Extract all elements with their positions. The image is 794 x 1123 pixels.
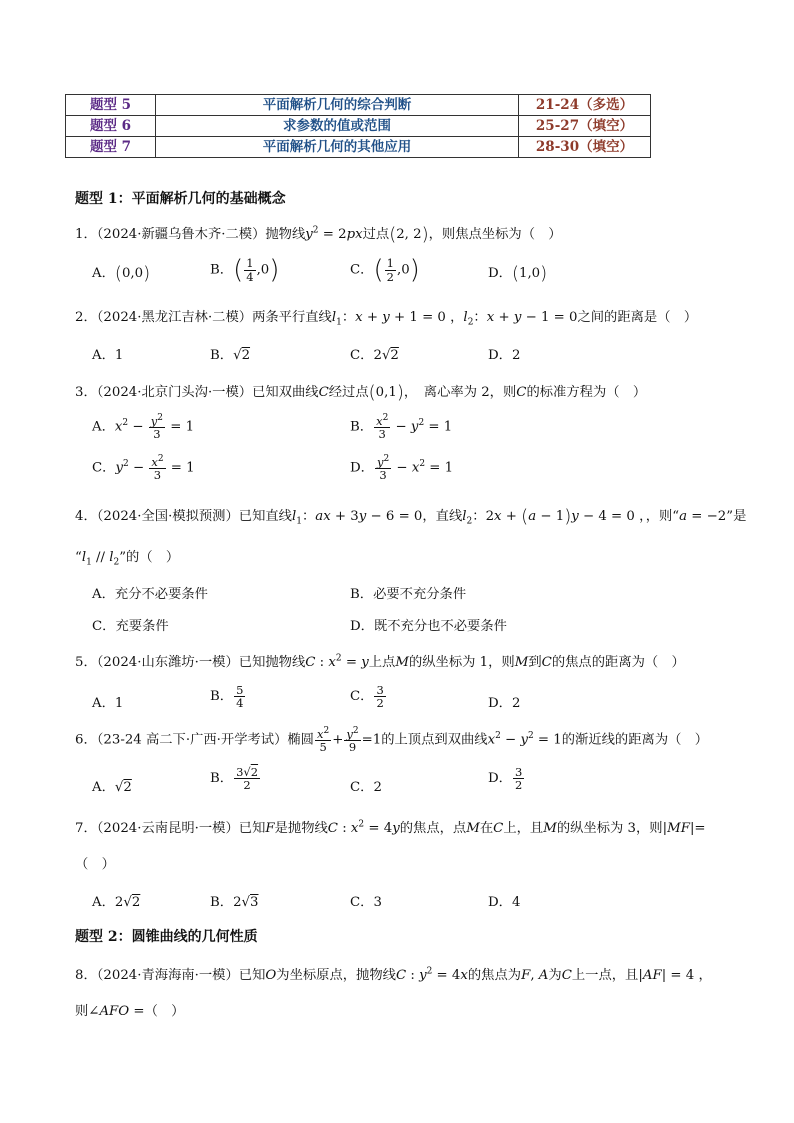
option-label: D． <box>488 266 512 281</box>
q5-option-b[interactable]: B． $\frac{5}{4}$ <box>210 683 244 711</box>
question-3: 3．（2024·北京门头沟·一模）已知双曲线C经过点(0,1)， 离心率为 2，则C的标准方程为（ ） <box>75 382 647 403</box>
q3-text: 的标准方程为（ ） <box>526 385 647 400</box>
option-label: C． <box>350 262 374 278</box>
q1-option-a[interactable]: A．(0,0) <box>92 263 151 284</box>
q4-option-c[interactable] <box>92 615 169 634</box>
table-row <box>66 116 651 137</box>
q8-text: 8．（2024·青海海南·一模）已知 <box>75 968 266 983</box>
q2-text: 2．（2024·黑龙江吉林·二模）两条平行直线 <box>75 310 332 325</box>
option-label: B． <box>350 419 374 435</box>
q5-option-a[interactable] <box>92 692 123 711</box>
question-4: 4．（2024·全国·模拟预测）已知直线$l_1$：ax + 3y − 6 = 0，直线$l_2$：2x + (a − 1)y − 4 = 0 ，，则“a = −2”是 <box>75 506 747 527</box>
q8-text: 为坐标原点，抛物线 <box>276 968 396 983</box>
q4-option-a[interactable] <box>92 583 208 602</box>
q3-text: 经过点 <box>328 385 369 400</box>
question-4-line2: “$l_1 // l_2$”的（ ） <box>75 550 180 568</box>
range-cell: 28-30（填空） <box>519 137 651 158</box>
option-label: C． <box>92 460 116 476</box>
option-label: C．3 <box>350 895 382 910</box>
q7-option-c[interactable] <box>350 891 382 910</box>
q1-option-d[interactable]: D．(1,0) <box>488 263 548 284</box>
q5-text: 到 <box>528 655 542 670</box>
q6-option-a[interactable]: A．√2 <box>92 780 132 795</box>
q1-option-c[interactable]: C．( $\frac{1}{2}$ ,0) <box>350 255 420 285</box>
section-heading-1: 题型 1：平面解析几何的基础概念 <box>75 191 286 207</box>
q3-text: ， 离心率为 2，则 <box>403 385 517 400</box>
topic-cell: 平面解析几何的其他应用 <box>156 137 519 158</box>
q6-option-c[interactable] <box>350 776 382 795</box>
option-label: D．2 <box>488 348 521 363</box>
question-1: 1．（2024·新疆乌鲁木齐·二模）抛物线$y^2 = 2px$过点(2, 2)，则焦点坐标为（ ） <box>75 224 562 245</box>
q3-option-c[interactable]: C．$y^2$ − $\frac{x^2}{3}$ = 1 <box>92 454 195 482</box>
q3-option-a[interactable]: A．$x^2$ − $\frac{y^2}{3}$ = 1 <box>92 413 195 441</box>
topic-cell: 求参数的值或范围 <box>156 116 519 137</box>
q4-option-b[interactable] <box>350 583 466 602</box>
q3-option-d[interactable]: D． $\frac{y^2}{3}$ − $x^2 = 1$ <box>350 454 454 482</box>
q1-text: ，则焦点坐标为（ ） <box>428 227 562 242</box>
q7-option-d[interactable] <box>488 891 520 910</box>
option-label: D．既不充分也不必要条件 <box>350 619 507 634</box>
q8-text: （ ） <box>144 1004 185 1019</box>
option-label: A． <box>92 895 115 910</box>
option-label: D．2 <box>488 696 521 711</box>
option-label: B． <box>210 689 234 705</box>
q5-option-c[interactable]: C． $\frac{3}{2}$ <box>350 683 384 711</box>
option-label: D． <box>350 460 374 476</box>
type-cell: 题型 6 <box>66 116 156 137</box>
q2-text: 之间的距离是（ ） <box>577 310 698 325</box>
option-label: D．4 <box>488 895 521 910</box>
q5-text: 上点 <box>368 655 396 670</box>
q4-text: ，直线 <box>422 509 463 524</box>
q8-text: 则 <box>75 1004 89 1019</box>
type-cell: 题型 7 <box>66 137 156 158</box>
question-2: 2．（2024·黑龙江吉林·二模）两条平行直线$l_1$：x + y + 1 = 0 ，$l_2$：x + y − 1 = 0之间的距离是（ ） <box>75 310 698 328</box>
q8-text: 上一点，且 <box>571 968 639 983</box>
q6-text: 6．（23-24 高二下·广西·开学考试）椭圆 <box>75 732 314 748</box>
q7-text: 是抛物线 <box>274 821 328 836</box>
q5-text: 5．（2024·山东潍坊·一模）已知抛物线 <box>75 655 306 670</box>
q6-option-d[interactable]: D． $\frac{3}{2}$ <box>488 765 523 793</box>
q6-text: 的渐近线的距离为（ ） <box>561 732 709 748</box>
q3-option-b[interactable]: B． $\frac{x^2}{3}$ − $y^2 = 1$ <box>350 413 453 441</box>
q2-option-a[interactable] <box>92 344 123 363</box>
option-label: A． <box>92 780 115 795</box>
q7-option-a[interactable]: A．2√2 <box>92 895 141 910</box>
q4-text: 4．（2024·全国·模拟预测）已知直线 <box>75 509 292 524</box>
q8-text: 的焦点为 <box>467 968 522 983</box>
type-cell: 题型 5 <box>66 95 156 116</box>
question-6: 6．（23-24 高二下·广西·开学考试）椭圆 $\frac{x^2}{5}$ + $\frac{y^2}{9}$ =1的上顶点到双曲线$x^2 - y^2 = 1$的渐近线的距离为（ ） <box>75 726 709 754</box>
option-label: D． <box>488 771 512 787</box>
option-label: C． <box>350 348 374 363</box>
q2-option-d[interactable] <box>488 344 520 363</box>
option-label: A． <box>92 266 115 281</box>
range-cell: 21-24（多选） <box>519 95 651 116</box>
q7-text: 的纵坐标为 3，则 <box>556 821 663 836</box>
q4-text: ，则“ <box>645 509 680 524</box>
category-table <box>65 94 651 158</box>
q1-text: 1．（2024·新疆乌鲁木齐·二模）抛物线 <box>75 227 306 242</box>
q6-option-b[interactable]: B． $\frac{3√2}{2}$ <box>210 765 259 793</box>
question-8-line2: 则∠AFO =（ ） <box>75 1004 185 1019</box>
option-label: B． <box>210 262 234 278</box>
option-label: A．1 <box>92 348 124 363</box>
q7-text: 上，且 <box>503 821 544 836</box>
q5-text: 的焦点的距离为（ ） <box>551 655 685 670</box>
section-heading-2: 题型 2：圆锥曲线的几何性质 <box>75 929 258 945</box>
question-7: 7．（2024·云南昆明·一模）已知F是抛物线C : $x^2 = 4y$的焦点，点M在C上，且M的纵坐标为 3，则|MF|= <box>75 819 706 836</box>
q4-text: ”的（ ） <box>119 550 180 565</box>
option-label: A．充分不必要条件 <box>92 587 208 602</box>
option-label: C． <box>350 689 374 705</box>
q2-option-c[interactable]: C．2√2 <box>350 348 399 363</box>
topic-cell: 平面解析几何的综合判断 <box>156 95 519 116</box>
q4-text: ”是 <box>726 509 747 524</box>
option-label: A．1 <box>92 696 124 711</box>
q1-option-b[interactable]: B．( $\frac{1}{4}$ ,0) <box>210 255 280 285</box>
option-label: B． <box>210 895 234 910</box>
q7-text: 在 <box>479 821 494 836</box>
q6-text: 的上顶点到双曲线 <box>381 732 488 748</box>
q1-text: 过点 <box>362 227 390 242</box>
question-5: 5．（2024·山东潍坊·一模）已知抛物线C : $x^2 = y$上点M的纵坐标为 1，则M到C的焦点的距离为（ ） <box>75 653 685 670</box>
table-row <box>66 137 651 158</box>
option-label: A． <box>92 419 115 435</box>
option-label: B． <box>210 771 234 787</box>
q7-text: 的焦点，点 <box>399 821 467 836</box>
q7-option-b[interactable]: B．2√3 <box>210 895 259 910</box>
q8-text: 为 <box>548 968 562 983</box>
q5-option-d[interactable] <box>488 692 520 711</box>
question-8: 8．（2024·青海海南·一模）已知O为坐标原点，抛物线C : $y^2 = 4x$的焦点为F, A为C上一点，且|AF| = 4 ， <box>75 966 712 983</box>
option-label: C．充要条件 <box>92 619 169 634</box>
q5-text: 的纵坐标为 1，则 <box>408 655 515 670</box>
q7-text: 7．（2024·云南昆明·一模）已知 <box>75 821 266 836</box>
option-label: C．2 <box>350 780 382 795</box>
option-label: B．必要不充分条件 <box>350 587 467 602</box>
range-cell: 25-27（填空） <box>519 116 651 137</box>
option-label: B． <box>210 348 234 363</box>
table-row <box>66 95 651 116</box>
question-7-line2: （ ） <box>75 857 115 872</box>
q2-option-b[interactable]: B．√2 <box>210 348 251 363</box>
q4-option-d[interactable] <box>350 615 507 634</box>
q3-text: 3．（2024·北京门头沟·一模）已知双曲线 <box>75 385 319 400</box>
